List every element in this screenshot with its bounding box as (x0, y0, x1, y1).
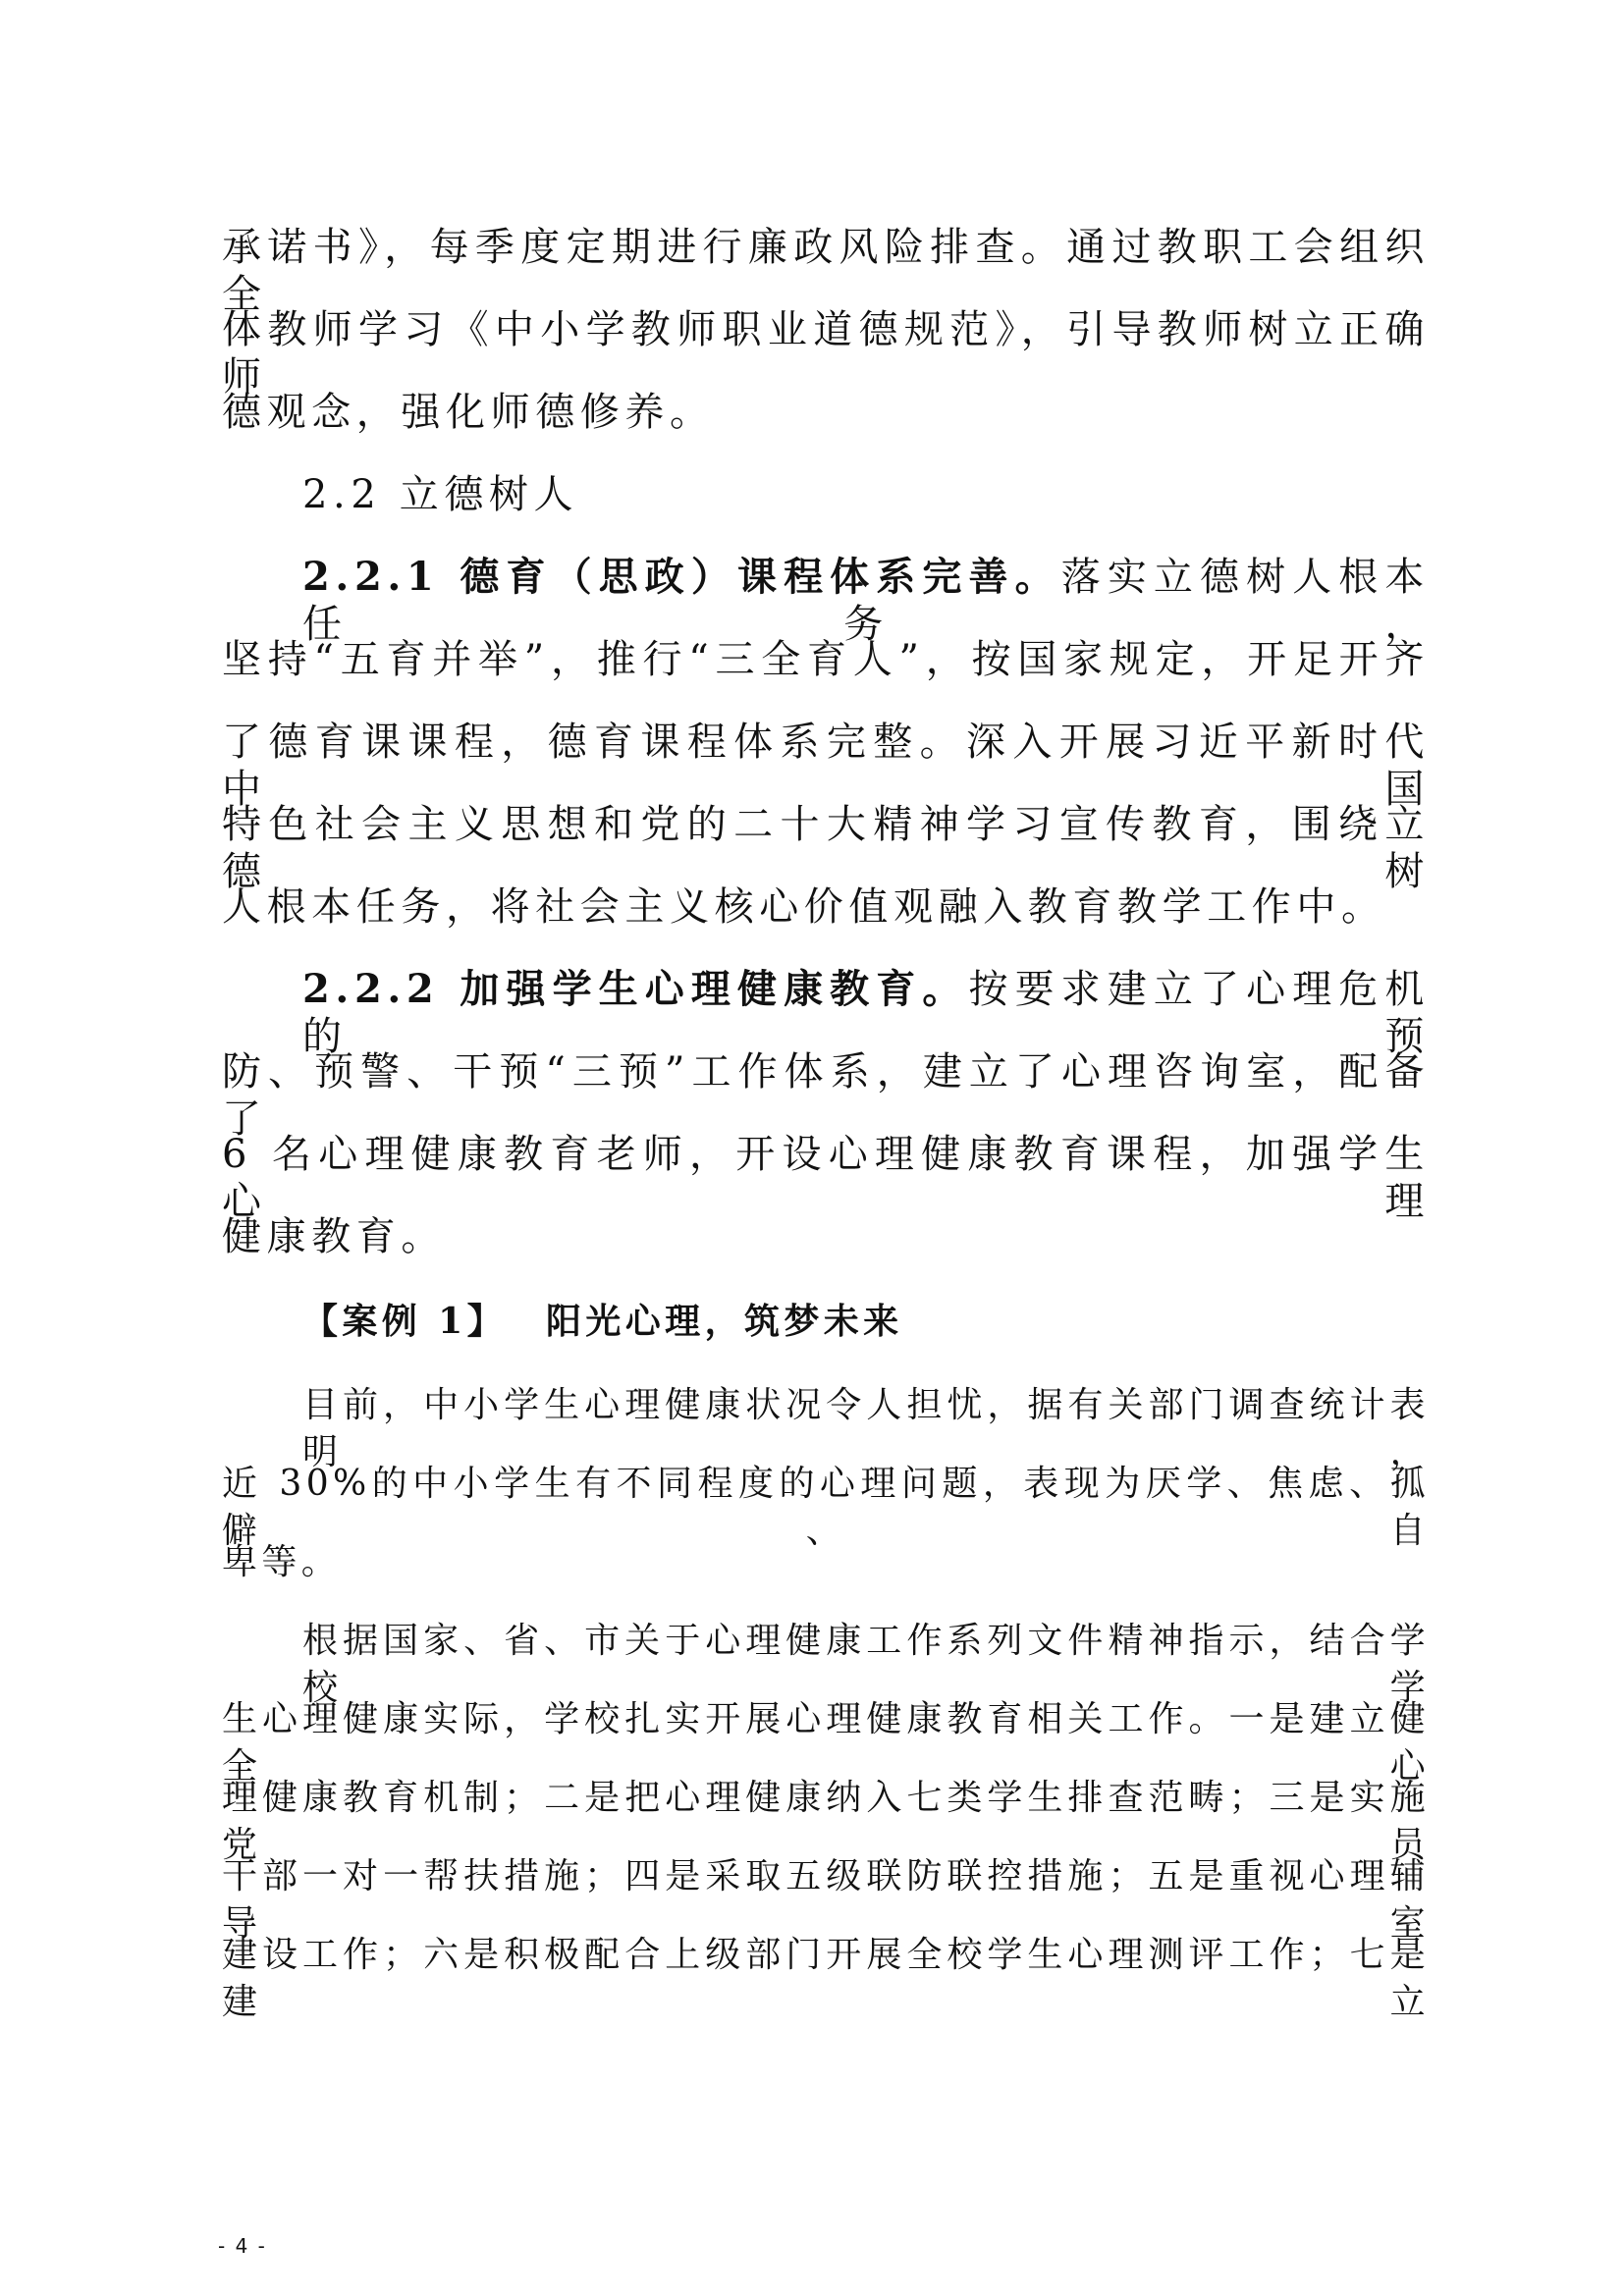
body-text-line: 人根本任务，将社会主义核心价值观融入教育教学工作中。 (222, 884, 1386, 930)
case-text-line: 目前，中小学生心理健康状况令人担忧，据有关部门调查统计表明， (302, 1385, 1430, 1472)
subsection-first-line (302, 966, 1430, 1060)
case-text-line: 干部一对一帮扶措施；四是采取五级联防联控措施；五是重视心理辅导室 (222, 1856, 1430, 1944)
body-text-line: 特色社会主义思想和党的二十大精神学习宣传教育，围绕立德树 (222, 802, 1430, 894)
case-text-line: 生心理健康实际，学校扎实开展心理健康教育相关工作。一是建立健全心 (222, 1699, 1430, 1787)
body-text-line: 体教师学习《中小学教师职业道德规范》，引导教师树立正确师 (222, 307, 1430, 400)
body-text-line: 6 名心理健康教育老师，开设心理健康教育课程，加强学生心理 (222, 1132, 1430, 1224)
case-text-line: 近 30%的中小学生有不同程度的心理问题，表现为厌学、焦虑、孤僻、自 (222, 1464, 1430, 1551)
body-text-line: 防、预警、干预“三预”工作体系，建立了心理咨询室，配备了 (222, 1049, 1430, 1142)
section-heading: 2.2 立德树人 (302, 472, 579, 517)
body-text-line: 坚持“五育并举”，推行“三全育人”，按国家规定，开足开齐 (222, 637, 1430, 682)
subsection-heading: 2.2.2 加强学生心理健康教育。 (302, 966, 969, 1012)
case-text-line: 卑等。 (222, 1542, 342, 1582)
body-text-line: 健康教育。 (222, 1214, 446, 1259)
subsection-heading: 2.2.1 德育（思政）课程体系完善。 (302, 554, 1061, 600)
subsection-first-line (302, 554, 1430, 648)
case-text-line: 理健康教育机制；二是把心理健康纳入七类学生排查范畴；三是实施党员 (222, 1778, 1430, 1865)
case-label: 【案例 1】 (302, 1301, 507, 1342)
case-text-line: 根据国家、省、市关于心理健康工作系列文件精神指示，结合学校学 (302, 1621, 1430, 1708)
body-text-span: 落实立德树人根本任务， (302, 555, 1430, 647)
body-text-line: 德观念，强化师德修养。 (222, 390, 715, 435)
case-title-line (302, 1298, 1430, 1346)
body-text-line: 了德育课课程，德育课程体系完整。深入开展习近平新时代中国 (222, 720, 1430, 812)
body-text-span: 按要求建立了心理危机的预 (302, 967, 1430, 1059)
case-text-line: 建设工作；六是积极配合上级部门开展全校学生心理测评工作；七是建立 (222, 1935, 1430, 2022)
body-text-line: 承诺书》，每季度定期进行廉政风险排查。通过教职工会组织全 (222, 225, 1430, 317)
case-title: 阳光心理，筑梦未来 (545, 1301, 903, 1342)
page-number: - 4 - (218, 2234, 267, 2258)
